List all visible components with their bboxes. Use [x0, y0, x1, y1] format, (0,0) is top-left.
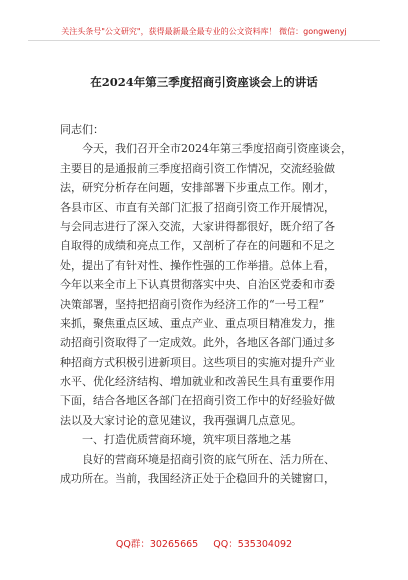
body-line: 处，提出了有针对性、操作性强的工作举措。总体上看，	[60, 258, 335, 272]
document-body	[60, 120, 356, 488]
body-line: 良好的营商环境是招商引资的底气所在、活力所在、	[60, 452, 335, 466]
header-divider	[28, 40, 380, 41]
qq-number: QQ：535304092	[213, 539, 293, 550]
section-heading: 一、打造优质营商环境，筑牢项目落地之基	[60, 433, 291, 447]
body-line: 各县市区、市直有关部门汇报了招商引资工作开展情况，	[60, 200, 335, 214]
body-line: 水平、优化经济结构、增加就业和改善民生具有重要作用	[60, 375, 335, 389]
body-line: 与会同志进行了深入交流，大家讲得都很好，既介绍了各	[60, 219, 335, 233]
body-line: 今年以来全市上下认真贯彻落实中央、自治区党委和市委	[60, 278, 335, 292]
body-line: 自取得的成绩和亮点工作，又剖析了存在的问题和不足之	[60, 239, 335, 253]
body-line: 决策部署，坚持把招商引资作为经济工作的“一号工程”	[60, 297, 325, 311]
body-line: 种招商方式积极引进新项目。这些项目的实施对提升产业	[60, 355, 335, 369]
body-line: 主要目的是通报前三季度招商引资工作情况，交流经验做	[60, 161, 335, 175]
body-line: 来抓，聚焦重点区域、重点产业、重点项目精准发力，推	[60, 316, 335, 330]
body-line: 动招商引资取得了一定成效。此外，各地区各部门通过多	[60, 336, 335, 350]
body-line: 成功所在。当前，我国经济正处于企稳回升的关键窗口，	[60, 472, 335, 486]
document-title: 在2024年第三季度招商引资座谈会上的讲话	[90, 75, 318, 89]
qq-group: QQ群：30265665	[115, 539, 199, 550]
body-line: 法以及大家讨论的意见建议，我再强调几点意见。	[60, 413, 302, 427]
body-line: 法，研究分析存在问题，安排部署下步重点工作。刚才，	[60, 181, 335, 195]
body-line: 同志们：	[60, 123, 104, 136]
header-banner: 关注头条号"公文研究"，获得最新最全最专业的公文资料库！ 微信：gongwenyj	[61, 27, 347, 36]
footer-contact	[0, 536, 408, 550]
body-line: 今天，我们召开全市2024年第三季度招商引资座谈会，	[60, 142, 352, 156]
body-line: 下面，结合各地区各部门在招商引资工作中的好经验好做	[60, 394, 335, 408]
